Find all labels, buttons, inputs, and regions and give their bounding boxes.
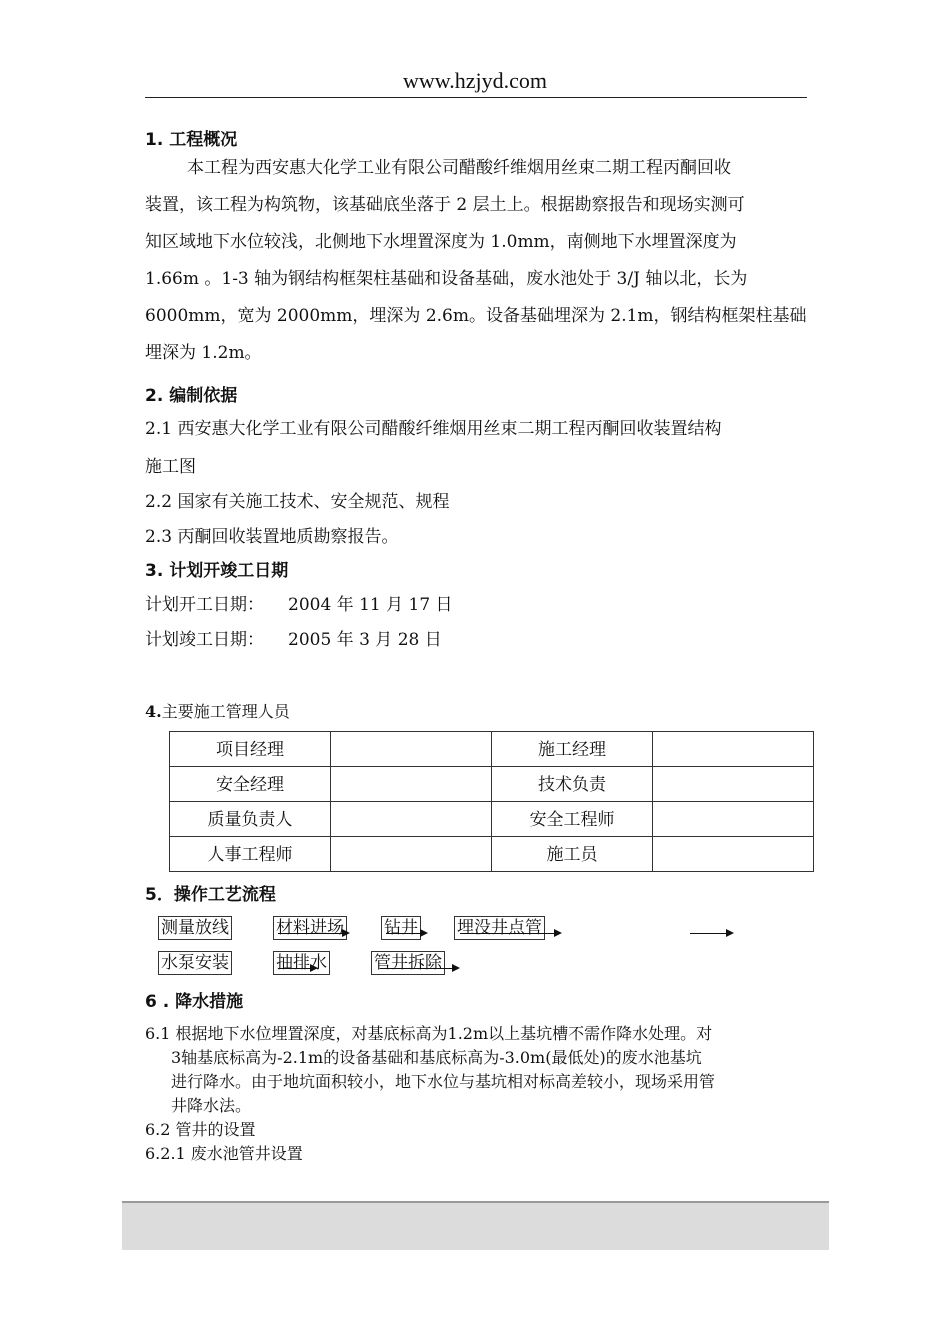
end-date-label: 计划竣工日期： xyxy=(145,630,264,650)
flow-arrow xyxy=(278,933,348,934)
flow-step-well-removal: 管井拆除 xyxy=(371,951,445,975)
table-cell: 项目经理 xyxy=(170,732,331,767)
table-cell xyxy=(331,732,492,767)
footer-bar xyxy=(122,1201,829,1250)
flow-step-drainage: 抽排水 xyxy=(273,951,330,975)
section-6-paragraph-line: 3轴基底标高为-2.1m的设备基础和基底标高为-3.0m(最低处)的废水池基坑 xyxy=(171,1048,702,1067)
section-4-title xyxy=(145,699,290,722)
section-1-line: 埋深为 1.2m。 xyxy=(145,343,262,363)
header-divider xyxy=(145,97,807,98)
section-1-line: 1.66m 。1-3 轴为钢结构框架柱基础和设备基础，废水池处于 3/J 轴以北，长为 xyxy=(145,269,748,289)
table-cell: 技术负责 xyxy=(492,767,653,802)
flow-arrow xyxy=(460,933,560,934)
section-1-line: 本工程为西安惠大化学工业有限公司醋酸纤维烟用丝束二期工程丙酮回收 xyxy=(187,158,731,178)
table-cell xyxy=(331,837,492,872)
table-row xyxy=(170,732,814,767)
table-row xyxy=(170,837,814,872)
table-row xyxy=(170,802,814,837)
table-cell: 施工经理 xyxy=(492,732,653,767)
section-2-item: 施工图 xyxy=(145,457,196,477)
flow-step-pump-install: 水泵安装 xyxy=(158,951,232,975)
section-2-title: 2. 编制依据 xyxy=(145,386,238,406)
flow-step-well-pipe: 埋没井点管 xyxy=(454,916,545,940)
section-1-line: 6000mm，宽为 2000mm，埋深为 2.6m。设备基础埋深为 2.1m，钢结构框架柱基础 xyxy=(145,306,807,326)
flow-step-drilling: 钻井 xyxy=(381,916,421,940)
section-4-title-text: 主要施工管理人员 xyxy=(161,702,290,721)
table-cell xyxy=(653,732,814,767)
flow-arrow xyxy=(690,933,732,934)
table-cell: 人事工程师 xyxy=(170,837,331,872)
table-row xyxy=(170,767,814,802)
flow-step-materials: 材料进场 xyxy=(273,916,347,940)
section-6-subheading: 6.2.1 废水池管井设置 xyxy=(145,1144,303,1163)
section-2-item: 2.2 国家有关施工技术、安全规范、规程 xyxy=(145,492,450,512)
start-date-label: 计划开工日期： xyxy=(145,595,264,615)
section-5-title: 5．操作工艺流程 xyxy=(145,885,276,905)
section-1-body xyxy=(145,150,809,372)
table-cell xyxy=(653,802,814,837)
start-date-value: 2004 年 11 月 17 日 xyxy=(288,595,453,615)
flow-arrow xyxy=(386,933,426,934)
section-6-body xyxy=(145,1022,813,1166)
section-6-paragraph: 6.1 根据地下水位埋置深度，对基底标高为1.2m以上基坑槽不需作降水处理。对 xyxy=(145,1024,713,1043)
table-cell xyxy=(653,837,814,872)
flow-arrow xyxy=(278,968,316,969)
section-1-title: 1. 工程概况 xyxy=(145,130,238,150)
flow-arrow xyxy=(380,968,458,969)
section-1-line: 知区域地下水位较浅，北侧地下水埋置深度为 1.0mm，南侧地下水埋置深度为 xyxy=(145,232,737,252)
table-cell: 施工员 xyxy=(492,837,653,872)
table-cell xyxy=(331,802,492,837)
section-6-subheading: 6.2 管井的设置 xyxy=(145,1120,256,1139)
table-cell: 质量负责人 xyxy=(170,802,331,837)
section-6-paragraph-line: 进行降水。由于地坑面积较小，地下水位与基坑相对标高差较小，现场采用管 xyxy=(171,1072,716,1091)
end-date-value: 2005 年 3 月 28 日 xyxy=(288,630,442,650)
table-cell xyxy=(653,767,814,802)
section-2-item: 2.1 西安惠大化学工业有限公司醋酸纤维烟用丝束二期工程丙酮回收装置结构 xyxy=(145,419,722,439)
table-cell: 安全经理 xyxy=(170,767,331,802)
flow-step-survey: 测量放线 xyxy=(158,916,232,940)
table-cell: 安全工程师 xyxy=(492,802,653,837)
staff-table xyxy=(169,731,814,872)
section-4-number: 4. xyxy=(145,702,162,721)
section-6-title: 6 . 降水措施 xyxy=(145,992,244,1012)
table-cell xyxy=(331,767,492,802)
header-site-url: www.hzjyd.com xyxy=(403,68,547,93)
section-2-item: 2.3 丙酮回收装置地质勘察报告。 xyxy=(145,527,399,547)
section-6-paragraph-line: 井降水法。 xyxy=(171,1096,252,1115)
section-1-line: 装置，该工程为构筑物，该基础底坐落于 2 层土上。根据勘察报告和现场实测可 xyxy=(145,195,745,215)
section-3-title: 3. 计划开竣工日期 xyxy=(145,561,289,581)
